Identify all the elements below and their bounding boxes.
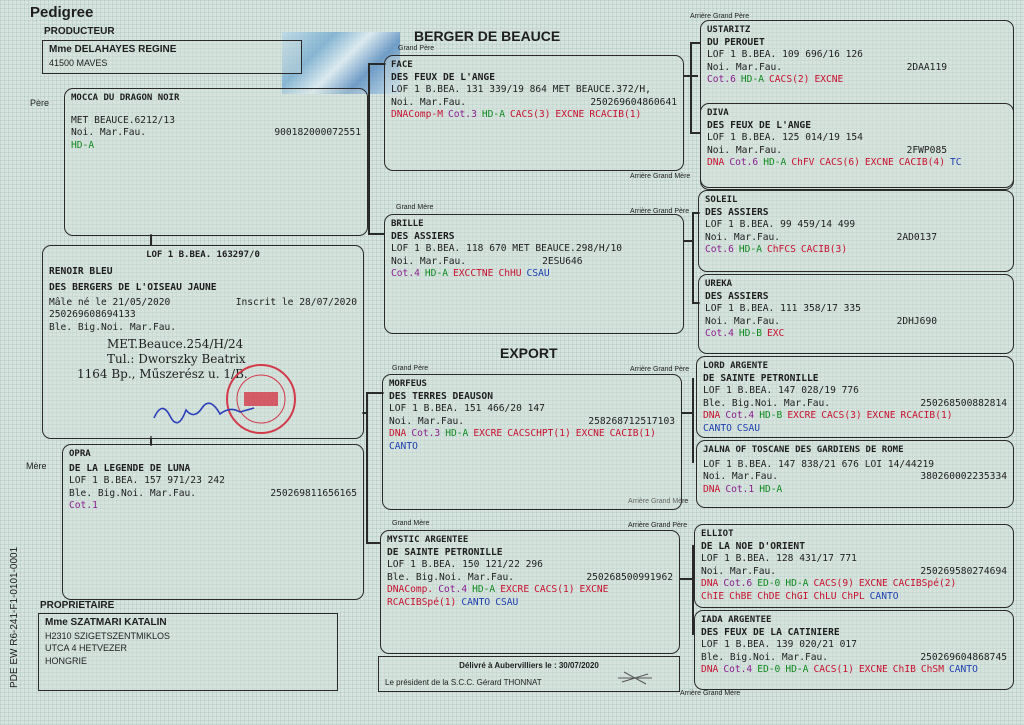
mark: TC <box>949 157 962 169</box>
president-signature <box>616 668 656 688</box>
owner-box <box>38 613 338 691</box>
ggp7-box <box>694 524 1014 608</box>
mark: HD-A <box>740 74 764 86</box>
connector-line <box>692 378 694 463</box>
mother-chip: 250269811656165 <box>270 487 357 499</box>
mark: DNA <box>703 410 721 422</box>
mark: Cot.6 <box>723 578 753 590</box>
mark: CSAU <box>736 422 760 434</box>
ggp-colors: Noi. Mar.Fau. <box>701 565 777 577</box>
gp-lof: LOF 1 B.BEA. 150 121/22 296 <box>387 559 543 571</box>
mark: CANTO <box>948 664 978 676</box>
president-line: Le président de la S.C.C. Gérard THONNAT <box>385 678 542 687</box>
mark: ChPL <box>841 590 865 602</box>
ggp-affix: DE LA NOE D'ORIENT <box>701 540 805 552</box>
ggp-lof: LOF 1 B.BEA. 139 020/21 017 <box>701 639 857 651</box>
ggp-name: SOLEIL <box>705 195 738 205</box>
side-code: PDE EW R6-241-F1-0101-0001 <box>9 546 20 688</box>
ggp-lof: LOF 1 B.BEA. 128 431/17 771 <box>701 553 857 565</box>
ggp-name: LORD ARGENTE <box>703 361 769 371</box>
ggp-colors: Noi. Mar.Fau. <box>703 471 779 483</box>
arriere-grand-pere-label: Arrière Grand Père <box>630 366 690 373</box>
mark: HD-A <box>785 664 809 676</box>
mark: Cot.6 <box>707 74 736 86</box>
grand-mere-label: Grand Mère <box>396 204 434 211</box>
mark: Cot.4 <box>438 584 468 596</box>
father-colors: Noi. Mar.Fau. <box>71 127 147 139</box>
gp-chip: 2ESU646 <box>542 255 583 267</box>
mark: CANTO <box>703 422 732 434</box>
gp-lof: LOF 1 B.BEA. 118 670 MET BEAUCE.298/H/10 <box>391 243 623 255</box>
proprietaire-label: PROPRIETAIRE <box>40 600 115 611</box>
ggp-colors: Noi. Mar.Fau. <box>707 61 783 73</box>
ggp5-box <box>696 356 1014 438</box>
ggp2-box <box>700 103 1014 188</box>
mark: HD-A <box>445 428 469 440</box>
ggp4-box <box>698 274 1014 354</box>
ggp-chip: 380260002235334 <box>920 471 1007 483</box>
mark: CANTO <box>461 596 491 608</box>
mark: EXCNE <box>864 157 894 169</box>
owner-line: HONGRIE <box>45 655 88 666</box>
ggp-lof: LOF 1 B.BEA. 147 028/19 776 <box>703 385 859 397</box>
producer-box <box>42 40 302 74</box>
mere-label: Mère <box>26 461 47 471</box>
mark: RCACIB(1) <box>900 410 953 422</box>
connector-line <box>368 233 384 235</box>
stamp-line: 1164 Bp., Műszerész u. 1/B. <box>77 366 248 381</box>
mark: EXCNE <box>866 410 896 422</box>
mother-colors: Ble. Big.Noi. Mar.Fau. <box>69 487 197 499</box>
gp-lof: LOF 1 B.BEA. 131 339/19 864 MET BEAUCE.372/H, <box>391 84 651 96</box>
owner-name: Mme SZATMARI KATALIN <box>45 617 167 628</box>
signature <box>150 396 260 426</box>
ggp-lof: LOF 1 B.BEA. 125 014/19 154 <box>707 132 863 144</box>
mark: EXCCTNE <box>453 268 494 280</box>
mark: EXCNE <box>579 584 609 596</box>
export-title: EXPORT <box>500 345 558 361</box>
mark: EXCRE <box>787 410 817 422</box>
mark: DNA <box>707 157 725 169</box>
mark: ED-0 <box>757 578 781 590</box>
pere-label: Père <box>30 98 50 108</box>
mark: ChIE <box>701 590 725 602</box>
ggp-lof: LOF 1 B.BEA. 109 696/16 126 <box>707 49 863 61</box>
mark: HD-A <box>738 244 762 256</box>
mark: HD-A <box>759 483 783 495</box>
grand-mere-label: Grand Mère <box>392 520 430 527</box>
mark: EXC <box>767 328 785 340</box>
mark: Cot.4 <box>723 664 753 676</box>
mother-box <box>62 444 364 600</box>
ggp-name: ELLIOT <box>701 529 734 539</box>
issued-date: Délivré à Aubervilliers le : 30/07/2020 <box>459 661 599 670</box>
mother-affix: DE LA LEGENDE DE LUNA <box>69 462 191 474</box>
ggp-affix: DES FEUX DE LA CATINIERE <box>701 626 840 638</box>
mark: ChIB <box>892 664 916 676</box>
gp-colors: Noi. Mar.Fau. <box>391 96 467 108</box>
mark: ChDE <box>757 590 781 602</box>
gp-colors: Noi. Mar.Fau. <box>391 255 467 267</box>
mark: CACS(6) <box>819 157 860 169</box>
ggp-chip: 2DAA119 <box>906 61 947 73</box>
owner-line: UTCA 4 HETVEZER <box>45 643 128 654</box>
father-name: MOCCA DU DRAGON NOIR <box>71 93 180 103</box>
gp-chip: 250268500991962 <box>586 571 673 583</box>
mark: EXCRE <box>500 584 530 596</box>
mother-name: OPRA <box>69 449 91 459</box>
mark: CACS(3) <box>821 410 862 422</box>
gp-name: MYSTIC ARGENTEE <box>387 535 469 545</box>
mark: CACS(1) <box>534 584 575 596</box>
father-chip: 900182000072551 <box>274 127 361 139</box>
mark: ChLU <box>813 590 837 602</box>
ggp8-box <box>694 610 1014 690</box>
mark: HD-A <box>785 578 809 590</box>
arriere-grand-pere-label: Arrière Grand Père <box>630 208 690 215</box>
ggp-name: UREKA <box>705 279 733 289</box>
mark: ChSM <box>920 664 944 676</box>
mark: Cot.4 <box>705 328 734 340</box>
arriere-grand-mere-label: Arrière Grand Mère <box>630 173 691 180</box>
arriere-grand-mere-label: Arrière Grand Mère <box>628 498 689 505</box>
mark: ChHU <box>498 268 522 280</box>
dog-registered: Inscrit le 28/07/2020 <box>235 296 357 308</box>
mark: ED-0 <box>757 664 781 676</box>
dog-lof: LOF 1 B.BEA. 163297/0 <box>146 250 260 260</box>
mark: Cot.6 <box>729 157 759 169</box>
mark: CACS(1) <box>813 664 854 676</box>
ggp-colors: Ble. Big.Noi. Mar.Fau. <box>701 651 829 663</box>
mark: RCACIB(1) <box>589 109 642 121</box>
mark: CSAU <box>526 268 550 280</box>
mark: CACIB(3) <box>800 244 848 256</box>
ggp-name: JALNA OF TOSCANE DES GARDIENS DE ROME <box>703 445 904 455</box>
ggp-lof: LOF 1 B.BEA. 99 459/14 499 <box>705 219 856 231</box>
grand-pere-label: Grand Père <box>398 45 435 52</box>
dog-chip: 250269608694133 <box>49 309 136 321</box>
mark: HD-A <box>472 584 496 596</box>
mark: ChGI <box>785 590 809 602</box>
connector-line <box>368 63 370 233</box>
gp-pat-sire-box <box>384 55 684 171</box>
mark: EXCNE <box>575 428 605 440</box>
mark: CANTO <box>869 590 899 602</box>
ggp-colors: Ble. Big.Noi. Mar.Fau. <box>703 397 831 409</box>
gp-affix: DES TERRES DEAUSON <box>389 390 493 402</box>
father-reg: MET BEAUCE.6212/13 <box>71 114 175 126</box>
dog-birth: Mâle né le 21/05/2020 <box>49 296 171 308</box>
gp-name: MORFEUS <box>389 379 427 389</box>
grand-pere-label: Grand Père <box>392 365 429 372</box>
ggp-lof: LOF 1 B.BEA. 147 838/21 676 LOI 14/44219 <box>703 458 935 470</box>
ggp-affix: DE SAINTE PETRONILLE <box>703 372 819 384</box>
stamp-line: Tul.: Dworszky Beatrix <box>107 351 246 366</box>
mark: ChFV <box>791 157 815 169</box>
arriere-grand-pere-label: Arrière Grand Père <box>690 13 750 20</box>
mark: ChFCS <box>767 244 796 256</box>
mark: EXCRE <box>473 428 503 440</box>
mark: HD-A <box>71 139 95 151</box>
mark: CACS(9) <box>813 578 854 590</box>
ggp-chip: 2FWP085 <box>906 144 947 156</box>
ggp-affix: DES ASSIERS <box>705 290 769 302</box>
ggp-name: IADA ARGENTEE <box>701 615 772 625</box>
ggp-affix: DES ASSIERS <box>705 206 769 218</box>
gp-mat-dam-box <box>380 530 680 654</box>
gp-name: BRILLE <box>391 219 424 229</box>
gp-pat-dam-box <box>384 214 684 334</box>
ggp6-box <box>696 440 1014 508</box>
ggp-colors: Noi. Mar.Fau. <box>707 144 783 156</box>
dog-affix: DES BERGERS DE L'OISEAU JAUNE <box>49 282 217 294</box>
mark: Cot.3 <box>411 428 441 440</box>
connector-line <box>692 212 694 302</box>
connector-line <box>690 42 700 44</box>
mark: Cot.4 <box>391 268 420 280</box>
mark: DNAComp-M <box>391 109 443 121</box>
gp-chip: 258268712517103 <box>588 415 675 427</box>
gp-chip: 250269604860641 <box>590 96 677 108</box>
mark: CACS(2) <box>769 74 810 86</box>
mark: EXCNE <box>858 664 888 676</box>
mark: Cot.4 <box>725 410 755 422</box>
mark: CACS(3) <box>509 109 551 121</box>
mark: CACIBSpé(2) <box>892 578 957 590</box>
mark: Cot.1 <box>69 500 98 512</box>
mark: DNA <box>701 664 719 676</box>
mark: Cot.6 <box>705 244 734 256</box>
mark: CSAU <box>495 596 519 608</box>
owner-line: H2310 SZIGETSZENTMIKLOS <box>45 630 171 641</box>
ggp-chip: 2DHJ690 <box>896 315 937 327</box>
dog-name: RENOIR BLEU <box>49 265 113 277</box>
ggp-colors: Noi. Mar.Fau. <box>705 231 781 243</box>
mark: DNA <box>389 428 407 440</box>
gp-colors: Noi. Mar.Fau. <box>389 415 465 427</box>
mark: DNA <box>703 483 721 495</box>
stamp-line: MET.Beauce.254/H/24 <box>107 336 244 351</box>
mark: CACIB(4) <box>898 157 945 169</box>
connector-line <box>366 542 380 544</box>
mark: HD-A <box>424 268 448 280</box>
gp-lof: LOF 1 B.BEA. 151 466/20 147 <box>389 403 545 415</box>
father-box <box>64 88 368 236</box>
ggp-affix: DU PEROUET <box>707 36 765 48</box>
mark: EXCNE <box>858 578 888 590</box>
producer-address: 41500 MAVES <box>49 57 108 68</box>
ggp-affix: DES FEUX DE L'ANGE <box>707 119 811 131</box>
mother-lof: LOF 1 B.BEA. 157 971/23 242 <box>69 475 225 487</box>
producer-name: Mme DELAHAYES REGINE <box>49 44 177 55</box>
mark: DNAComp. <box>387 584 434 596</box>
gp-affix: DES FEUX DE L'ANGE <box>391 71 495 83</box>
page-title: Pedigree <box>30 4 94 21</box>
ggp-chip: 2AD0137 <box>896 231 937 243</box>
ggp-chip: 250269604868745 <box>920 651 1007 663</box>
mark: RCACIBSpé(1) <box>387 596 457 608</box>
mark: DNA <box>701 578 719 590</box>
mark: EXCNE <box>555 109 585 121</box>
arriere-grand-pere-label: Arrière Grand Père <box>628 522 688 529</box>
mark: HD-B <box>759 410 783 422</box>
dog-colors: Ble. Big.Noi. Mar.Fau. <box>49 321 177 333</box>
mark: CANTO <box>389 440 418 452</box>
connector-line <box>366 392 368 542</box>
mark: Cot.3 <box>447 109 477 121</box>
ggp-chip: 250268500882814 <box>920 397 1007 409</box>
gp-affix: DE SAINTE PETRONILLE <box>387 546 503 558</box>
ggp3-box <box>698 190 1014 272</box>
mark: CACIB(1) <box>609 428 656 440</box>
ggp-lof: LOF 1 B.BEA. 111 358/17 335 <box>705 303 861 315</box>
father-marks <box>71 140 361 153</box>
connector-line <box>690 42 692 132</box>
breed-title: BERGER DE BEAUCE <box>414 28 561 44</box>
mark: HD-A <box>481 109 505 121</box>
mark: CACSCHPT(1) <box>507 428 571 440</box>
ggp-name: DIVA <box>707 108 729 118</box>
ggp-name: USTARITZ <box>707 25 751 35</box>
ggp-chip: 250269580274694 <box>920 565 1007 577</box>
ggp-colors: Noi. Mar.Fau. <box>705 315 781 327</box>
mark: HD-B <box>738 328 762 340</box>
mark: HD-A <box>763 157 787 169</box>
producteur-label: PRODUCTEUR <box>44 26 115 37</box>
gp-colors: Ble. Big.Noi. Mar.Fau. <box>387 571 515 583</box>
arriere-grand-mere-label: Arrière Grand Mère <box>680 690 741 697</box>
mark: EXCNE <box>814 74 844 86</box>
mark: ChBE <box>729 590 753 602</box>
gp-affix: DES ASSIERS <box>391 230 455 242</box>
mark: Cot.1 <box>725 483 755 495</box>
gp-mat-sire-box <box>382 374 682 510</box>
connector-line <box>690 132 700 134</box>
gp-name: FACE <box>391 60 413 70</box>
